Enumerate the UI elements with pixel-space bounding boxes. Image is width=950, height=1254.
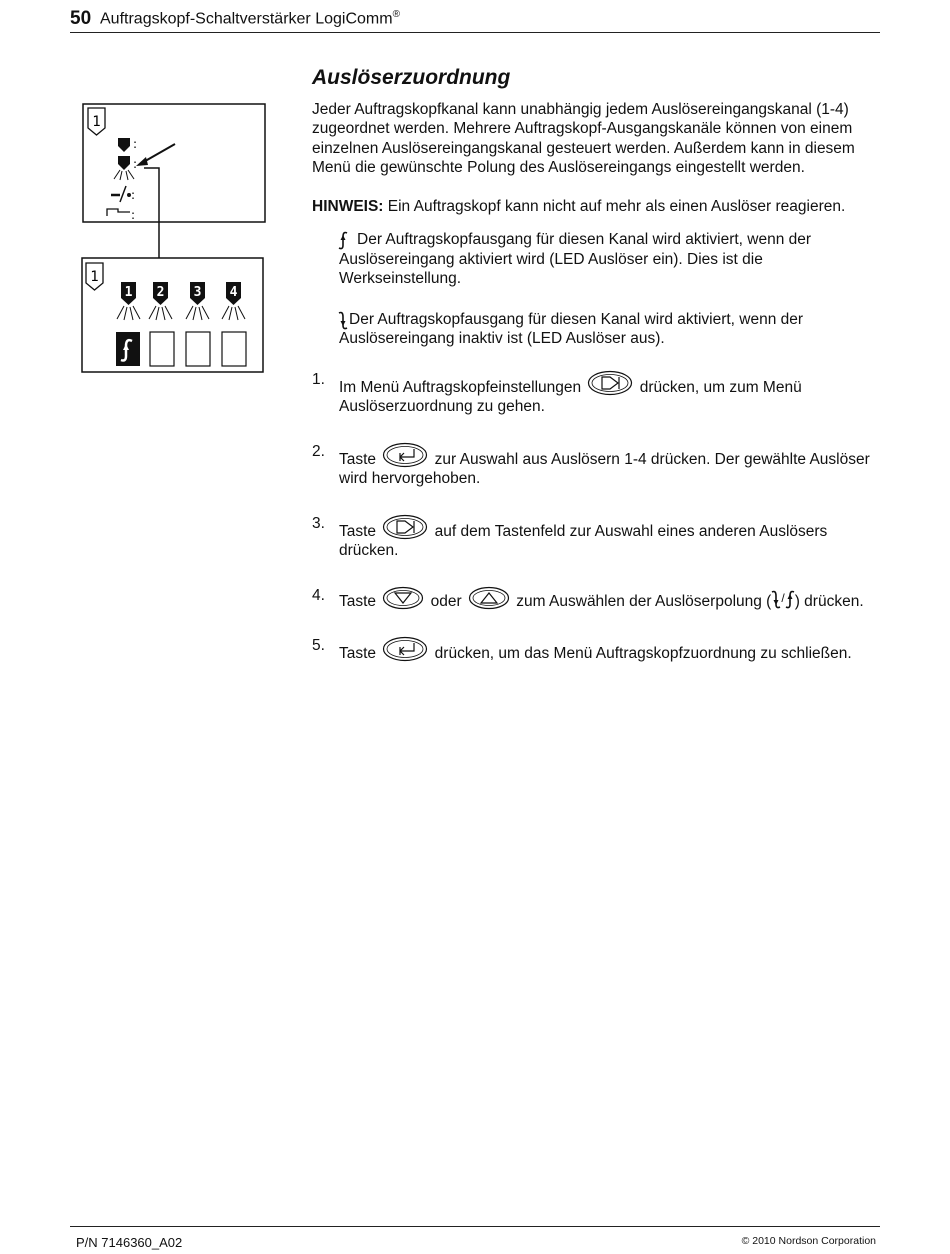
svg-text:3: 3 <box>193 285 202 300</box>
pulse-icon <box>107 208 135 222</box>
trigger-box-2 <box>150 332 174 366</box>
step-number: 1. <box>312 370 325 388</box>
page-number: 50 <box>70 8 92 29</box>
connector-line <box>144 168 159 258</box>
bottom-screen-label: 1 <box>90 269 99 285</box>
channel-gun-3 <box>186 282 209 320</box>
selected-trigger-box <box>116 332 140 366</box>
header-title <box>100 9 400 28</box>
falling-edge-icon <box>338 310 350 332</box>
top-screen-label: 1 <box>92 114 101 130</box>
next-key-icon <box>382 514 428 540</box>
gun-spray-icon <box>114 156 137 180</box>
note-label: HINWEIS: <box>312 197 384 215</box>
step-text: Taste <box>339 450 381 468</box>
step-text: Taste <box>339 645 381 662</box>
switch-icon <box>111 186 135 202</box>
down-key-icon <box>382 586 424 610</box>
svg-text::: : <box>131 208 136 222</box>
note-text: Ein Auftragskopf kann nicht auf mehr als einen Auslöser reagieren. <box>383 197 846 215</box>
trigger-assignment-diagram <box>80 100 270 375</box>
main-content <box>312 68 872 689</box>
enter-key-icon <box>382 442 428 468</box>
intro-paragraph: Jeder Auftragskopfkanal kann unabhängig jedem Auslösereingangskanal (1-4) zugeordnet werden. Mehrere Auftragskopf-Ausgangskanäle können von einem einzelnen Auslösereingangskanal gesteuert werden. Außerdem kann in diesem Menü die gewünschte Polung des Auslösereingangs eingestellt werden. <box>312 100 855 176</box>
step-text: ) drücken. <box>794 592 864 610</box>
rising-edge-icon <box>338 230 350 252</box>
step-text: oder <box>426 592 466 610</box>
step-number: 2. <box>312 442 325 460</box>
polarity-falling-paragraph <box>312 310 872 349</box>
step-number: 5. <box>312 637 325 654</box>
copyright: © 2010 Nordson Corporation <box>741 1235 876 1247</box>
svg-text:1: 1 <box>124 285 133 300</box>
trigger-box-3 <box>186 332 210 366</box>
step-4 <box>312 586 872 612</box>
polarity-falling-text: Der Auftragskopfausgang für diesen Kanal wird aktiviert, wenn der Auslösereingang inaktiv ist (LED Auslöser aus). <box>339 310 804 347</box>
arrow-icon <box>136 144 175 166</box>
svg-text::: : <box>131 188 136 202</box>
svg-text::: : <box>133 157 138 171</box>
channel-gun-2 <box>149 282 172 320</box>
trigger-box-4 <box>222 332 246 366</box>
enter-key-icon <box>382 636 428 662</box>
channel-gun-1 <box>117 282 140 320</box>
page-footer <box>70 1226 880 1250</box>
step-number: 4. <box>312 586 325 604</box>
rising-edge-icon <box>785 590 795 610</box>
step-text: Im Menü Auftragskopfeinstellungen <box>339 378 586 396</box>
step-text: drücken, um das Menü Auftragskopfzuordnung zu schließen. <box>430 645 852 662</box>
part-number: P/N 7146360_A02 <box>76 1235 183 1250</box>
polarity-rising-paragraph <box>312 230 872 289</box>
gun-icon-top <box>118 137 137 152</box>
polarity-rising-text: Der Auftragskopfausgang für diesen Kanal wird aktiviert, wenn der Auslösereingang aktiviert wird (LED Auslöser ein). Dies ist die Werkseinstellung. <box>339 231 812 287</box>
step-5 <box>312 636 872 664</box>
falling-edge-icon <box>771 590 781 610</box>
step-text: Taste <box>339 522 381 540</box>
header-title-text: Auftragskopf-Schaltverstärker LogiComm <box>100 10 393 28</box>
up-key-icon <box>468 586 510 610</box>
next-key-icon <box>587 370 633 396</box>
screen-number-badge-top <box>88 108 105 135</box>
channel-gun-4 <box>222 282 245 320</box>
step-number: 3. <box>312 514 325 532</box>
svg-text::: : <box>133 137 138 151</box>
step-text: zur Auswahl aus Auslösern 1-4 drücken. Der gewählte Auslöser wird hervorgehoben. <box>339 450 870 487</box>
step-text: drücken, um zum Menü Auslöserzuordnung zu gehen. <box>339 378 802 415</box>
svg-text:4: 4 <box>229 285 238 300</box>
page-header <box>70 6 880 33</box>
note-paragraph <box>312 197 872 217</box>
step-text: zum Auswählen der Auslöserpolung ( <box>512 592 772 610</box>
step-2 <box>312 442 872 489</box>
step-3 <box>312 514 872 561</box>
section-title: Auslöserzuordnung <box>312 66 511 89</box>
registered-mark: ® <box>392 9 400 20</box>
steps-list <box>312 370 872 664</box>
step-text: auf dem Tastenfeld zur Auswahl eines anderen Auslösers drücken. <box>339 522 828 559</box>
polarity-separator: / <box>781 590 785 605</box>
svg-text:2: 2 <box>156 285 165 300</box>
step-text: Taste <box>339 592 381 610</box>
step-1 <box>312 370 872 417</box>
screen-number-badge-bottom <box>86 263 103 290</box>
